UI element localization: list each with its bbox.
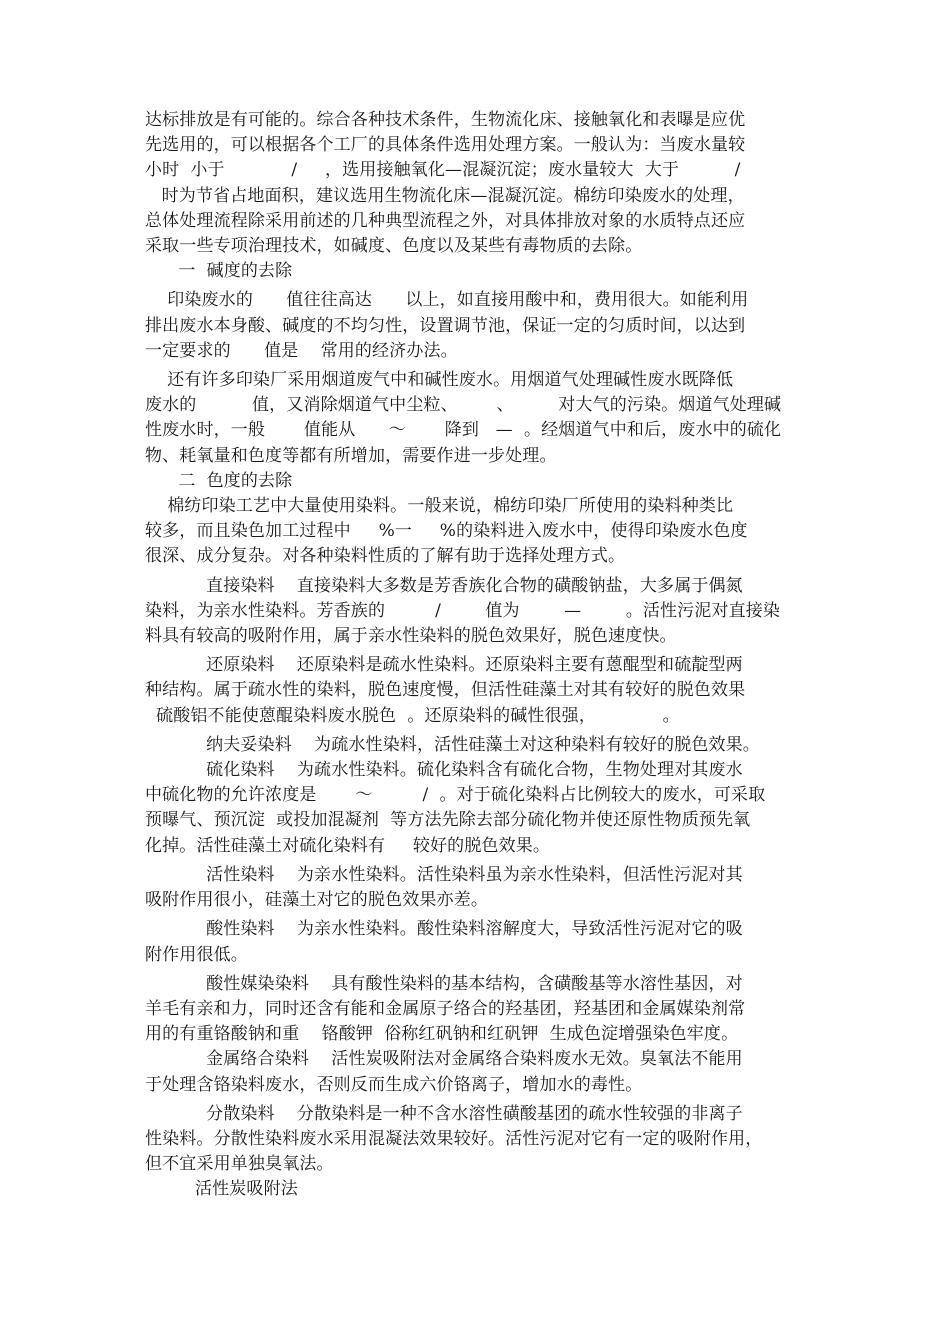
text-line: 金属络合染料 活性炭吸附法对金属络合染料废水无效。臭氧法不能用 xyxy=(145,1049,743,1070)
text-line: 还有许多印染厂采用烟道废气中和碱性废水。用烟道气处理碱性废水既降低 xyxy=(145,370,734,391)
text-line: 活性炭吸附法 xyxy=(145,1179,298,1200)
text-line: 采取一些专项治理技术，如碱度、色度以及某些有毒物质的去除。 xyxy=(145,236,643,257)
text-line: 分散染料 分散染料是一种不含水溶性磺酸基团的疏水性较强的非离子 xyxy=(145,1103,743,1124)
text-line: 种结构。属于疏水性的染料，脱色速度慢，但活性硅藻土对其有较好的脱色效果 xyxy=(145,680,746,701)
text-line: 硫酸铝不能使蒽醌染料废水脱色 。还原染料的碱性很强， 。 xyxy=(145,705,680,726)
text-line: 时为节省占地面积，建议选用生物流化床—混凝沉淀。棉纺印染废水的处理， xyxy=(145,185,745,206)
text-line: 性废水时，一般 值能从 ～ 降到 — 。经烟道气中和后，废水中的硫化 xyxy=(145,420,782,441)
text-line: 化掉。活性硅藻土对硫化染料有 较好的脱色效果。 xyxy=(145,835,551,856)
text-line: 酸性媒染染料 具有酸性染料的基本结构，含磺酸基等水溶性基因，对 xyxy=(145,973,743,994)
text-line: 较多，而且染色加工过程中 %一 %的染料进入废水中，使得印染废水色度 xyxy=(145,521,748,542)
text-line: 酸性染料 为亲水性染料。酸性染料溶解度大，导致活性污泥对它的吸 xyxy=(145,919,743,940)
text-line: 一定要求的 值是 常用的经济办法。 xyxy=(145,340,458,361)
text-line: 印染废水的 值往往高达 以上，如直接用酸中和，费用很大。如能利用 xyxy=(145,290,749,311)
text-line: 小时 小于 / ，选用接触氧化—混凝沉淀；废水量较大 大于 / xyxy=(145,160,741,181)
text-line: 中硫化物的允许浓度是 ～ / 。对于硫化染料占比例较大的废水，可采取 xyxy=(145,785,766,806)
text-line: 排出废水本身酸、碱度的不均匀性，设置调节池，保证一定的匀质时间，以达到 xyxy=(145,315,746,336)
text-line: 先选用的，可以根据各个工厂的具体条件选用处理方案。一般认为：当废水量较 xyxy=(145,135,746,156)
text-line: 达标排放是有可能的。综合各种技术条件，生物流化床、接触氧化和表曝是应优 xyxy=(145,110,746,130)
text-line: 很深、成分复杂。对各种染料性质的了解有助于选择处理方式。 xyxy=(145,546,626,567)
text-line: 硫化染料 为疏水性染料。硫化染料含有硫化合物，生物处理对其废水 xyxy=(145,760,743,781)
text-line: 直接染料 直接染料大多数是芳香族化合物的磺酸钠盐，大多属于偶氮 xyxy=(145,575,743,596)
text-line: 物、耗氧量和色度等都有所增加，需要作进一步处理。 xyxy=(145,445,557,466)
document-body xyxy=(145,108,810,1203)
text-line: 预曝气、预沉淀 或投加混凝剂 等方法先除去部分硫化物并使还原性物质预先氧 xyxy=(145,810,751,831)
text-line: 纳夫妥染料 为疏水性染料，活性硅藻土对这种染料有较好的脱色效果。 xyxy=(145,734,760,755)
text-line: 于处理含铬染料废水，否则反而生成六价铬离子，增加水的毒性。 xyxy=(145,1074,643,1095)
text-line: 二 色度的去除 xyxy=(145,470,293,491)
text-line: 废水的 值，又消除烟道气中尘粒、 、 对大气的污染。烟道气处理碱 xyxy=(145,395,782,416)
text-line: 性染料。分散性染料废水采用混凝法效果较好。活性污泥对它有一定的吸附作用， xyxy=(145,1128,763,1149)
text-line: 棉纺印染工艺中大量使用染料。一般来说，棉纺印染厂所使用的染料种类比 xyxy=(145,496,734,517)
text-line: 一 碱度的去除 xyxy=(145,261,293,282)
text-line: 吸附作用很小，硅藻土对它的脱色效果亦差。 xyxy=(145,890,488,911)
text-line: 还原染料 还原染料是疏水性染料。还原染料主要有蒽醌型和硫靛型两 xyxy=(145,655,743,676)
text-line: 附作用很低。 xyxy=(145,944,248,965)
text-line: 染料，为亲水性染料。芳香族的 / 值为 — 。活性污泥对直接染 xyxy=(145,600,781,621)
text-line: 但不宜采用单独臭氧法。 xyxy=(145,1154,334,1175)
text-line: 活性染料 为亲水性染料。活性染料虽为亲水性染料，但活性污泥对其 xyxy=(145,864,743,885)
text-line: 总体处理流程除采用前述的几种典型流程之外，对具体排放对象的水质特点还应 xyxy=(145,210,746,231)
text-line: 羊毛有亲和力，同时还含有能和金属原子络合的羟基团，羟基团和金属媒染剂常 xyxy=(145,998,746,1019)
text-line: 料具有较高的吸附作用，属于亲水性染料的脱色效果好，脱色速度快。 xyxy=(145,626,677,647)
text-line: 用的有重铬酸钠和重 铬酸钾 俗称红矾钠和红矾钾 生成色淀增强染色牢度。 xyxy=(145,1024,739,1045)
